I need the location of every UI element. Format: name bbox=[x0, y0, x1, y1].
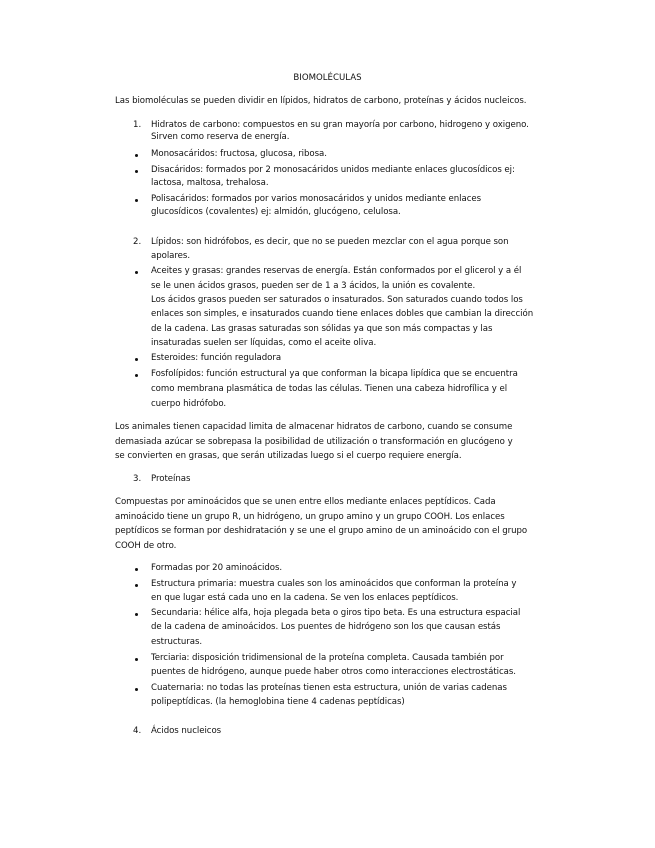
section-3-heading: Proteínas bbox=[151, 474, 191, 484]
section-4-heading: Ácidos nucleicos bbox=[151, 726, 222, 736]
bullet-icon bbox=[135, 199, 138, 202]
polisacaridos-line-1: Polisacáridos: formados por varios monosacáridos y unidos mediante enlaces bbox=[151, 194, 482, 204]
aceites-line-5: de la cadena. Las grasas saturadas son sólidas ya que son más compactas y las bbox=[151, 324, 493, 334]
fosfolipidos-line-2: como membrana plasmática de todas las células. Tienen una cabeza hidrofílica y el bbox=[151, 384, 508, 394]
proteinas-para-line-4: COOH de otro. bbox=[115, 541, 177, 551]
bullet-icon bbox=[135, 613, 138, 616]
section-2-line-2: apolares. bbox=[151, 251, 191, 261]
intro-line: Las biomoléculas se pueden dividir en lípidos, hidratos de carbono, proteínas y ácidos nucleicos. bbox=[115, 96, 527, 106]
section-1-line-1: Hidratos de carbono: compuestos en su gran mayoría por carbono, hidrogeno y oxigeno. bbox=[151, 120, 529, 130]
disacaridos-line-2: lactosa, maltosa, trehalosa. bbox=[151, 178, 269, 188]
list-number-1: 1. bbox=[133, 120, 142, 130]
paragraph-line-1: Los animales tienen capacidad limita de almacenar hidratos de carbono, cuando se consume bbox=[115, 422, 513, 432]
secundaria-line-1: Secundaria: hélice alfa, hoja plegada beta o giros tipo beta. Es una estructura espacial bbox=[151, 608, 521, 618]
monosacaridos-line: Monosacáridos: fructosa, glucosa, ribosa. bbox=[151, 149, 327, 159]
cuaternaria-line-2: polipeptídicas. (la hemoglobina tiene 4 cadenas peptídicas) bbox=[151, 697, 405, 707]
document-title: BIOMOLÉCULAS bbox=[293, 73, 362, 83]
aceites-line-6: insaturadas suelen ser líquidas, como el aceite oliva. bbox=[151, 338, 377, 348]
fosfolipidos-line-1: Fosfolípidos: función estructural ya que conforman la bicapa lipídica que se encuentra bbox=[151, 369, 518, 379]
aceites-line-1: Aceites y grasas: grandes reservas de energía. Están conformados por el glicerol y a él bbox=[151, 266, 522, 276]
esteroides-line: Esteroides: función reguladora bbox=[151, 353, 282, 363]
secundaria-line-2: de la cadena de aminoácidos. Los puentes de hidrógeno son los que causan estás bbox=[151, 622, 501, 632]
list-number-2: 2. bbox=[133, 237, 142, 247]
primaria-line-1: Estructura primaria: muestra cuales son los aminoácidos que conforman la proteína y bbox=[151, 579, 517, 589]
polisacaridos-line-2: glucosídicos (covalentes) ej: almidón, glucógeno, celulosa. bbox=[151, 207, 401, 217]
disacaridos-line-1: Disacáridos: formados por 2 monosacáridos unidos mediante enlaces glucosídicos ej: bbox=[151, 165, 515, 175]
bullet-icon bbox=[135, 271, 138, 274]
paragraph-line-3: se convierten en grasas, que serán utilizadas luego si el cuerpo requiere energía. bbox=[115, 451, 462, 461]
aceites-line-4: enlaces son simples, e insaturados cuando tiene enlaces dobles que cambian la dirección bbox=[151, 309, 534, 319]
cuaternaria-line-1: Cuaternaria: no todas las proteínas tienen esta estructura, unión de varias cadenas bbox=[151, 683, 507, 693]
list-number-4: 4. bbox=[133, 726, 142, 736]
proteinas-para-line-2: aminoácido tiene un grupo R, un hidrógeno, un grupo amino y un grupo COOH. Los enlaces bbox=[115, 512, 505, 522]
terciaria-line-1: Terciaria: disposición tridimensional de la proteína completa. Causada también por bbox=[151, 653, 504, 663]
paragraph-line-2: demasiada azúcar se sobrepasa la posibilidad de utilización o transformación en glucógeno y bbox=[115, 437, 513, 447]
aceites-line-3: Los ácidos grasos pueden ser saturados o insaturados. Son saturados cuando todos los bbox=[151, 295, 523, 305]
secundaria-line-3: estructuras. bbox=[151, 637, 203, 647]
bullet-icon bbox=[135, 154, 138, 157]
aceites-line-2: se le unen ácidos grasos, pueden ser de 1 a 3 ácidos, la unión es covalente. bbox=[151, 281, 476, 291]
bullet-icon bbox=[135, 568, 138, 571]
bullet-icon bbox=[135, 374, 138, 377]
bullet-icon bbox=[135, 688, 138, 691]
fosfolipidos-line-3: cuerpo hidrófobo. bbox=[151, 399, 227, 409]
bullet-icon bbox=[135, 584, 138, 587]
bullet-icon bbox=[135, 658, 138, 661]
section-2-line-1: Lípidos: son hidrófobos, es decir, que no se pueden mezclar con el agua porque son bbox=[151, 237, 509, 247]
section-1-line-2: Sirven como reserva de energía. bbox=[151, 132, 290, 142]
formadas-line: Formadas por 20 aminoácidos. bbox=[151, 563, 283, 573]
terciaria-line-2: puentes de hidrógeno, aunque puede haber otros como interacciones electrostáticas. bbox=[151, 667, 516, 677]
list-number-3: 3. bbox=[133, 474, 142, 484]
proteinas-para-line-3: peptídicos se forman por deshidratación y se une el grupo amino de un aminoácido con el grupo bbox=[115, 526, 528, 536]
bullet-icon bbox=[135, 358, 138, 361]
bullet-icon bbox=[135, 170, 138, 173]
proteinas-para-line-1: Compuestas por aminoácidos que se unen entre ellos mediante enlaces peptídicos. Cada bbox=[115, 497, 496, 507]
primaria-line-2: en que lugar está cada uno en la cadena. Se ven los enlaces peptídicos. bbox=[151, 593, 459, 603]
